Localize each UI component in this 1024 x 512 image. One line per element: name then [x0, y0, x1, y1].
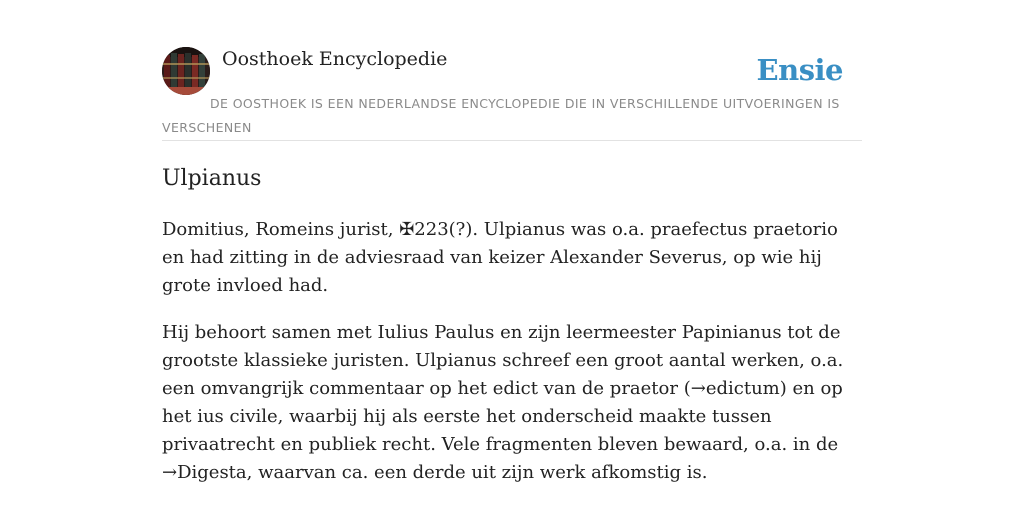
site-header [162, 46, 862, 141]
site-name[interactable]: Oosthoek Encyclopedie [222, 48, 448, 70]
books-icon [162, 47, 210, 95]
encyclopedia-books-avatar[interactable] [162, 47, 210, 95]
article-title: Ulpianus [162, 166, 262, 191]
site-tagline: DE OOSTHOEK IS EEN NEDERLANDSE ENCYCLOPEDIE DIE IN VERSCHILLENDE UITVOERINGEN IS VERSCHENEN [162, 96, 840, 135]
paragraph-1: Domitius, Romeins jurist, ✠223(?). Ulpianus was o.a. praefectus praetorio en had zitting in de adviesraad van keizer Alexander Severus, op wie hij grote invloed had. [162, 219, 838, 296]
article-body [162, 216, 862, 506]
paragraph-2-text-b: ) en op het ius civile, waarbij hij als eerste het onderscheid maakte tussen privaatrecht en publiek recht. Vele fragmenten bleven bewaard, o.a. in de [162, 378, 843, 455]
paragraph-2-text-a: Hij behoort samen met Iulius Paulus en zijn leermeester Papinianus tot de grootste klassieke juristen. Ulpianus schreef een groot aantal werken, o.a. een omvangrijk commentaar op het edict van de praetor ( [162, 322, 844, 399]
digesta-link[interactable]: →Digesta [162, 462, 247, 483]
ensie-logo[interactable]: Ensie [756, 53, 843, 87]
paragraph-2-text-c: , waarvan ca. een derde uit zijn werk afkomstig is. [246, 462, 708, 483]
edictum-link[interactable]: →edictum [690, 378, 780, 399]
paragraph-2 [162, 319, 862, 487]
